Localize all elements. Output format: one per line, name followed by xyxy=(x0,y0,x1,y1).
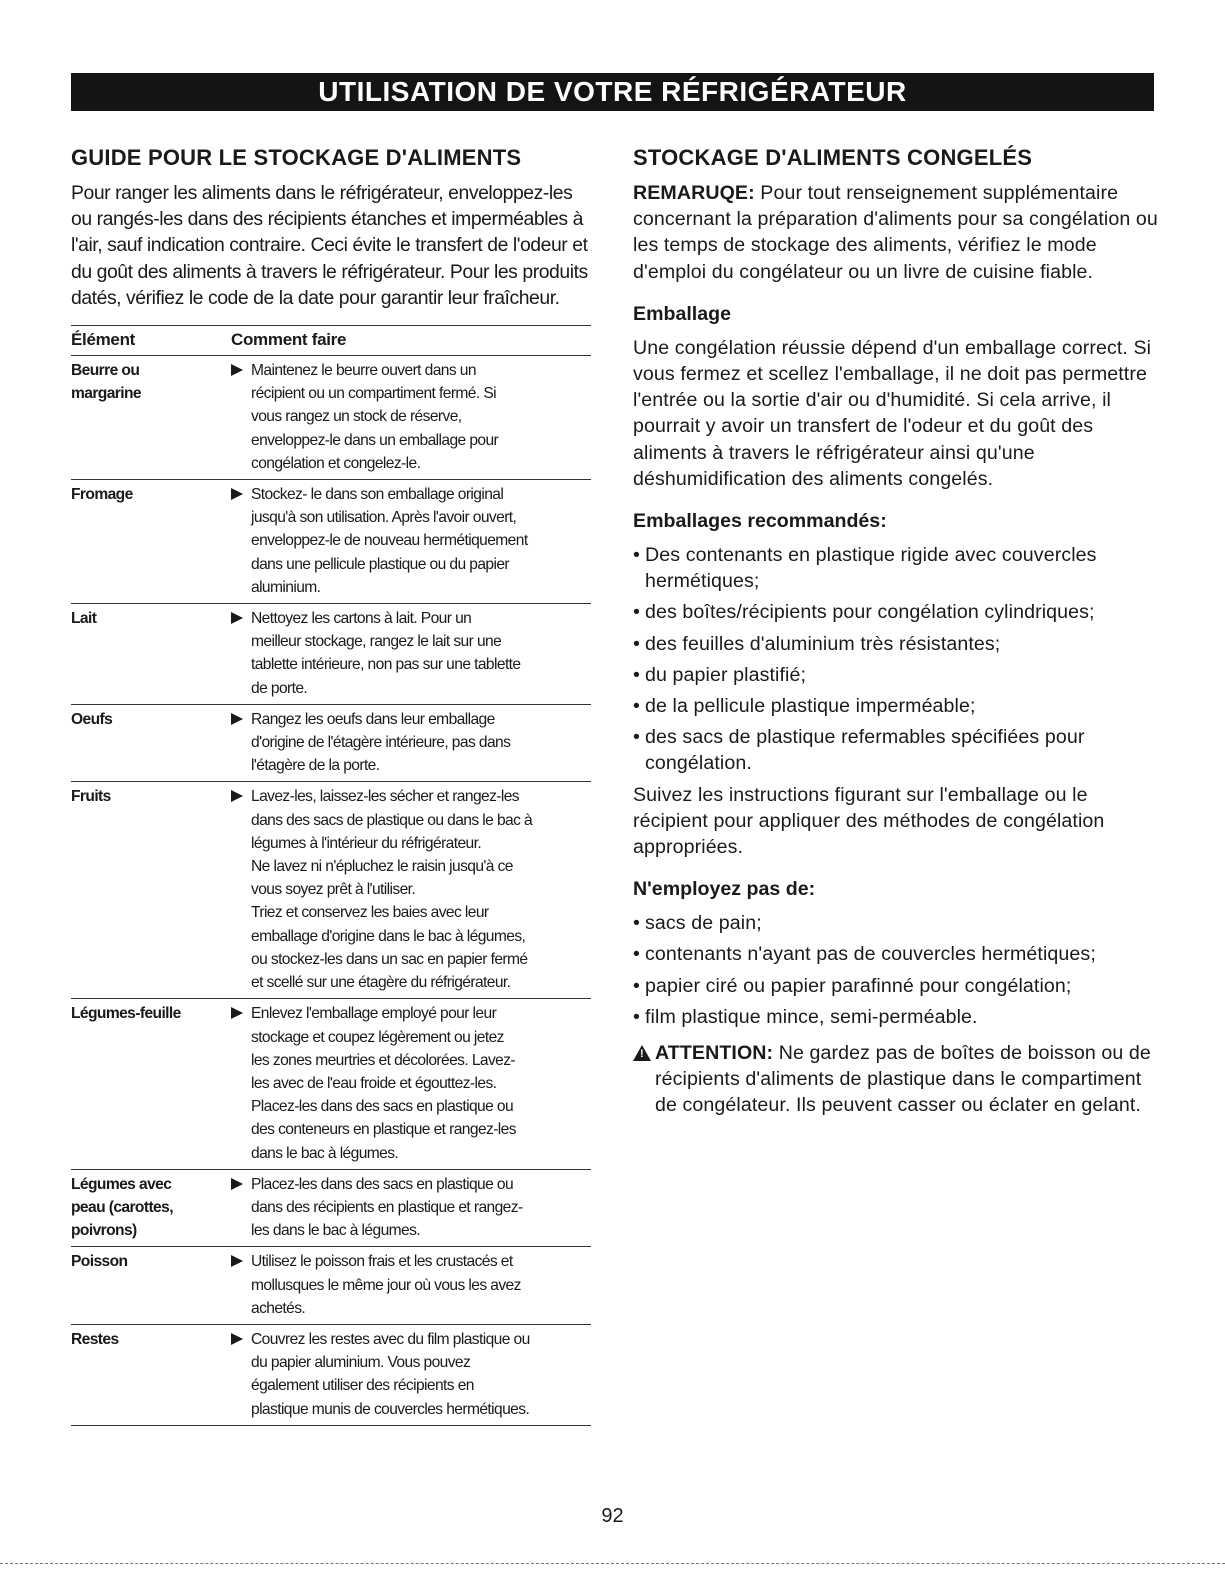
list-item xyxy=(633,542,1158,594)
table-row xyxy=(71,704,591,782)
avoid-heading: N'employez pas de: xyxy=(633,878,816,901)
bullet-icon: • xyxy=(633,726,640,749)
right-column xyxy=(633,144,1158,1119)
table-cell-how xyxy=(231,480,591,604)
bullet-icon: • xyxy=(633,1005,640,1028)
how-text: Couvrez les restes avec du film plastique ou du papier aluminium. Vous pouvez également utiliser des récipients en plastique munis de couvercles hermétiques. xyxy=(251,1330,530,1418)
page-number: 92 xyxy=(601,1505,624,1527)
table-cell-how xyxy=(231,782,591,999)
list-item xyxy=(633,693,1158,719)
how-text: Nettoyez les cartons à lait. Pour un meilleur stockage, rangez le lait sur une tablette intérieure, non pas sur une tablette de porte. xyxy=(251,610,521,697)
table-cell-how xyxy=(231,999,591,1169)
triangle-bullet-icon xyxy=(231,612,243,624)
list-item-text: de la pellicule plastique imperméable; xyxy=(645,695,976,718)
how-text: Maintenez le beurre ouvert dans un récipient ou un compartiment fermé. Si vous rangez un stock de réserve, enveloppez-le dans un emballage pour congélation et congelez-le. xyxy=(251,362,499,472)
how-text: Stockez- le dans son emballage original jusqu'à son utilisation. Après l'avoir ouvert, enveloppez-le de nouveau hermétiquement dans une pellicule plastique ou du papier aluminium. xyxy=(251,486,528,596)
triangle-bullet-icon xyxy=(231,1255,243,1267)
packaging-text: Une congélation réussie dépend d'un emballage correct. Si vous fermez et scellez l'emballage, il ne doit pas permettre l'entrée ou la sortie d'air ou d'humidité. Si cela arrive, il pourrait y avoir un transfert de l'odeur et du goût des aliments à travers le réfrigérateur ainsi qu'une déshumidification des aliments congelés. xyxy=(633,336,1152,490)
list-item-text: papier ciré ou papier parafinné pour congélation; xyxy=(645,974,1072,997)
attention-text: Ne gardez pas de boîtes de boisson ou de récipients d'aliments de plastique dans le compartiment de congélateur. Ils peuvent casser ou éclater en gelant. xyxy=(655,1042,1151,1117)
table-row xyxy=(71,782,591,999)
table-cell-element: Oeufs xyxy=(71,704,231,782)
table-cell-element: Poisson xyxy=(71,1247,231,1325)
list-item xyxy=(633,662,1158,688)
table-header-row xyxy=(71,326,591,356)
how-text: Rangez les oeufs dans leur emballage d'origine de l'étagère intérieure, pas dans l'étagère de la porte. xyxy=(251,710,511,775)
note-paragraph xyxy=(633,180,1158,285)
list-item-text: sacs de pain; xyxy=(645,912,762,935)
table-row xyxy=(71,999,591,1169)
attention-label: ATTENTION: xyxy=(655,1042,774,1065)
triangle-bullet-icon xyxy=(231,1333,243,1345)
bullet-icon: • xyxy=(633,544,640,567)
bullet-icon: • xyxy=(633,632,640,655)
table-cell-how xyxy=(231,356,591,480)
table-cell-element: Fromage xyxy=(71,480,231,604)
table-cell-element: Restes xyxy=(71,1324,231,1425)
how-text: Enlevez l'emballage employé pour leur stockage et coupez légèrement ou jetez les zones meurtries et décolorées. Lavez- les avec de l'eau froide et égouttez-les. Placez-les dans des sacs en plastique ou des conteneurs en plastique et rangez-les dans le bac à légumes. xyxy=(251,1005,516,1162)
triangle-bullet-icon xyxy=(231,1007,243,1019)
list-item-text: contenants n'ayant pas de couvercles hermétiques; xyxy=(645,943,1096,966)
warning-icon xyxy=(633,1045,651,1061)
list-item xyxy=(633,973,1158,999)
table-row xyxy=(71,356,591,480)
table-cell-element: Légumes-feuille xyxy=(71,999,231,1169)
list-item xyxy=(633,631,1158,657)
storage-guide-table xyxy=(71,325,591,1426)
packaging-heading: Emballage xyxy=(633,302,732,325)
table-cell-element: Beurre ou margarine xyxy=(71,356,231,480)
how-text: Lavez-les, laissez-les sécher et rangez-les dans des sacs de plastique ou dans le bac à légumes à l'intérieur du réfrigérateur. Ne lavez ni n'épluchez le raisin jusqu'à ce vous soyez prêt à l'utiliser. Triez et conservez les baies avec leur emballage d'origine dans le bac à légumes, ou stockez-les dans un sac en papier fermé et scellé sur une étagère du réfrigérateur. xyxy=(251,788,533,992)
list-item xyxy=(633,941,1158,967)
list-item xyxy=(633,910,1158,936)
storage-guide-title: GUIDE POUR LE STOCKAGE D'ALIMENTS xyxy=(71,145,522,170)
storage-guide-intro: Pour ranger les aliments dans le réfrigérateur, enveloppez-les ou rangés-les dans des récipients étanches et imperméables à l'air, sauf indication contraire. Ceci évite le transfert de l'odeur et du goût des aliments à travers le réfrigérateur. Pour les produits datés, vérifiez le code de la date pour garantir leur fraîcheur. xyxy=(71,182,588,309)
bullet-icon: • xyxy=(633,695,640,718)
list-item-text: du papier plastifié; xyxy=(645,663,807,686)
triangle-bullet-icon xyxy=(231,488,243,500)
table-cell-how xyxy=(231,1169,591,1247)
how-text: Utilisez le poisson frais et les crustacés et mollusques le même jour où vous les avez achetés. xyxy=(251,1253,521,1317)
note-label: REMARUQE: xyxy=(633,182,755,204)
list-item xyxy=(633,724,1158,776)
attention-paragraph xyxy=(633,1040,1158,1119)
triangle-bullet-icon xyxy=(231,364,243,376)
list-item-text: des sacs de plastique refermables spécifiées pour congélation. xyxy=(645,726,1085,775)
note-text: Pour tout renseignement supplémentaire concernant la préparation d'aliments pour sa congélation ou les temps de stockage des aliments, vérifiez le mode d'emploi du congélateur ou un livre de cuisine fiable. xyxy=(633,182,1158,283)
bullet-icon: • xyxy=(633,974,640,997)
table-row xyxy=(71,604,591,705)
table-cell-element: Fruits xyxy=(71,782,231,999)
table-row xyxy=(71,480,591,604)
recommended-heading: Emballages recommandés: xyxy=(633,510,887,533)
triangle-bullet-icon xyxy=(231,1178,243,1190)
table-cell-how xyxy=(231,1247,591,1325)
list-item xyxy=(633,1004,1158,1030)
table-row xyxy=(71,1247,591,1325)
avoid-list xyxy=(633,910,1158,1030)
bullet-icon: • xyxy=(633,601,640,624)
table-cell-element: Légumes avec peau (carottes, poivrons) xyxy=(71,1169,231,1247)
frozen-storage-title: STOCKAGE D'ALIMENTS CONGELÉS xyxy=(633,145,1033,170)
list-item-text: film plastique mince, semi-perméable. xyxy=(645,1005,978,1028)
bullet-icon: • xyxy=(633,943,640,966)
list-item-text: des boîtes/récipients pour congélation cylindriques; xyxy=(645,601,1095,624)
recommended-list xyxy=(633,542,1158,777)
bullet-icon: • xyxy=(633,912,640,935)
column-header-element: Élément xyxy=(71,326,231,356)
page-banner: UTILISATION DE VOTRE RÉFRIGÉRATEUR xyxy=(71,73,1154,111)
column-header-how: Comment faire xyxy=(231,326,591,356)
table-row xyxy=(71,1169,591,1247)
follow-instructions-text: Suivez les instructions figurant sur l'emballage ou le récipient pour appliquer des méthodes de congélation appropriées. xyxy=(633,783,1105,859)
list-item-text: Des contenants en plastique rigide avec couvercles hermétiques; xyxy=(645,544,1097,593)
table-row xyxy=(71,1324,591,1425)
bullet-icon: • xyxy=(633,663,640,686)
how-text: Placez-les dans des sacs en plastique ou dans des récipients en plastique et rangez- les dans le bac à légumes. xyxy=(251,1175,523,1240)
triangle-bullet-icon xyxy=(231,790,243,802)
table-cell-how xyxy=(231,1324,591,1425)
bottom-rule xyxy=(0,1563,1225,1564)
list-item xyxy=(633,599,1158,625)
triangle-bullet-icon xyxy=(231,713,243,725)
table-cell-how xyxy=(231,704,591,782)
list-item-text: des feuilles d'aluminium très résistantes; xyxy=(645,632,1001,655)
table-cell-element: Lait xyxy=(71,604,231,705)
left-column xyxy=(71,144,591,1426)
table-cell-how xyxy=(231,604,591,705)
